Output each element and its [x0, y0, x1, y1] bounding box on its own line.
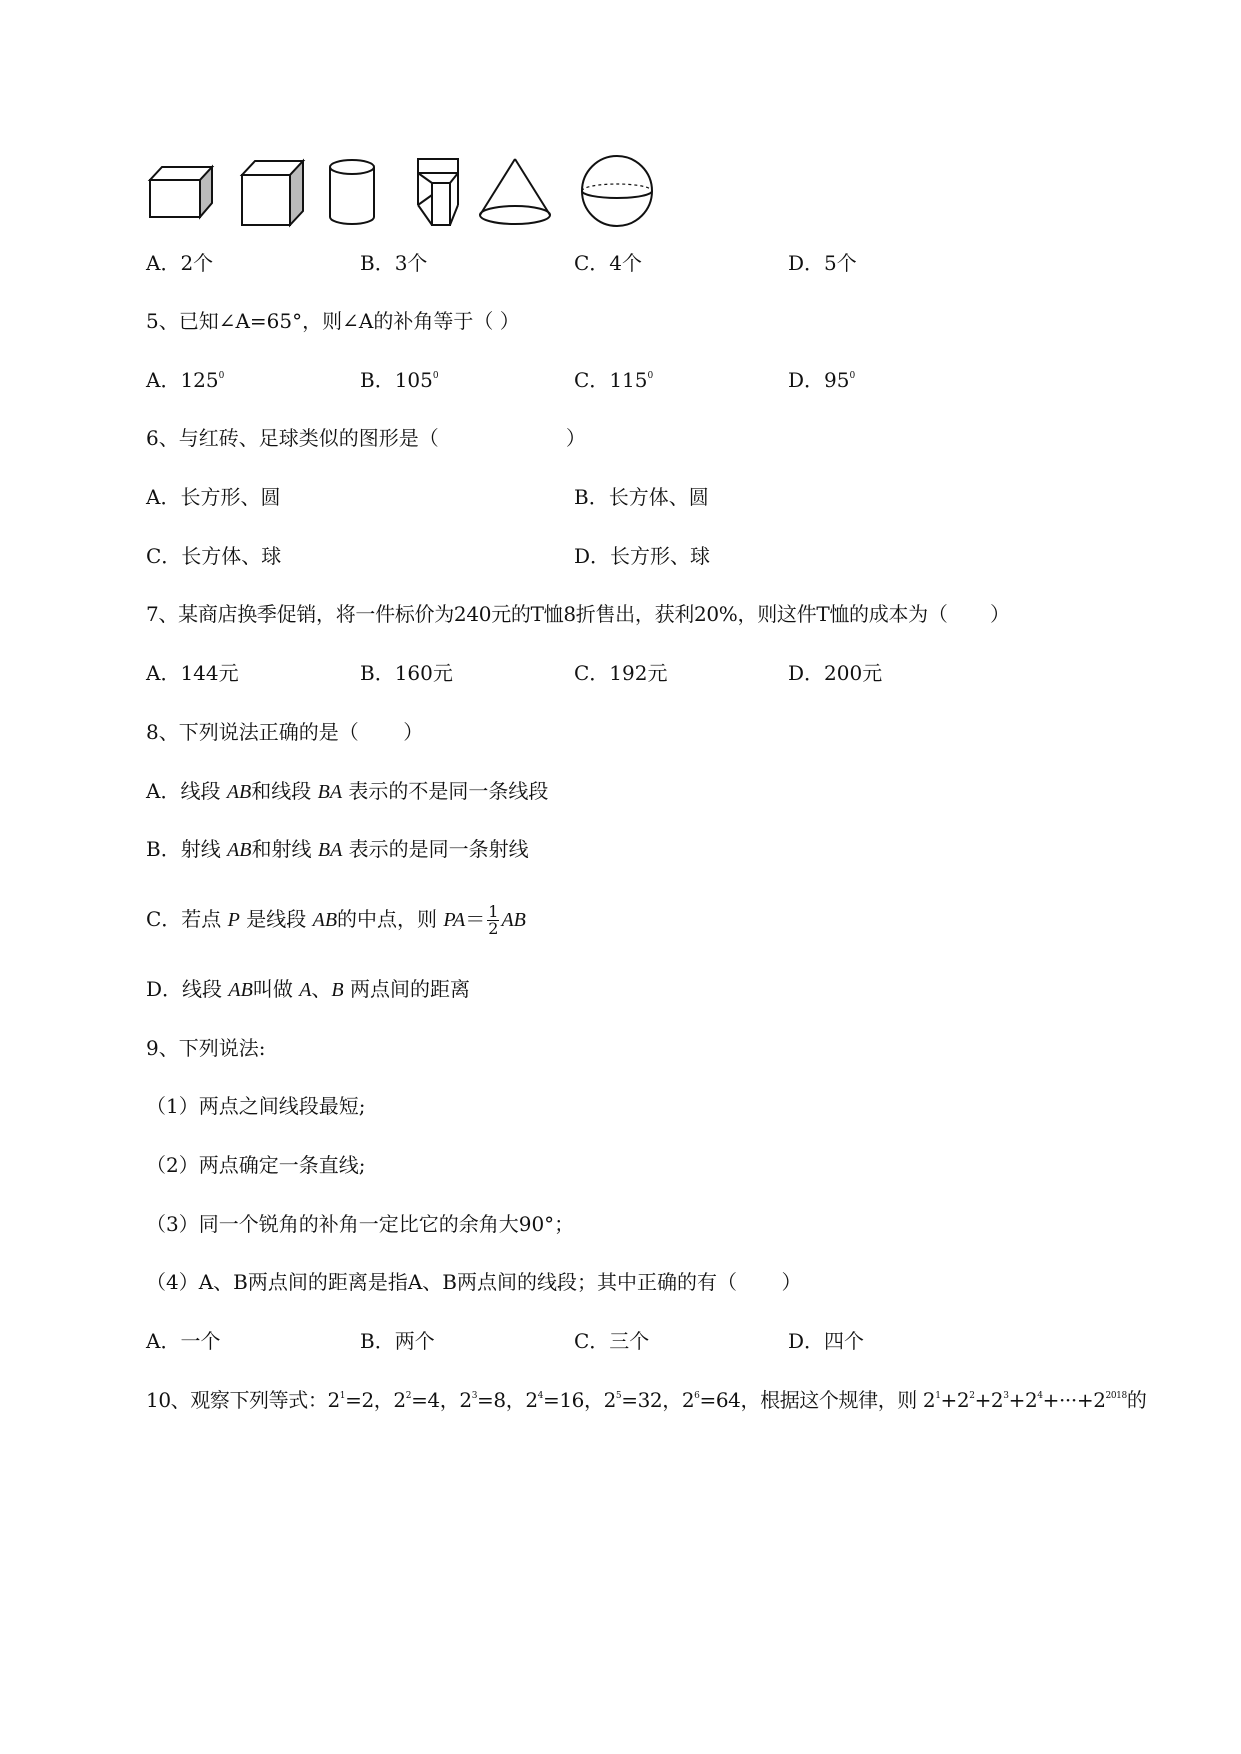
q9-option-a: A．一个 [146, 1329, 221, 1353]
q6-option-d: D．长方形、球 [574, 544, 711, 568]
q6-stem: 6、与红砖、足球类似的图形是（ ） [146, 426, 586, 450]
sphere-icon [582, 156, 652, 226]
q4-option-d: D．5个 [788, 251, 857, 275]
q9-stem: 9、下列说法: [146, 1036, 266, 1060]
q5-stem: 5、已知∠A=65°，则∠A的补角等于（ ） [146, 309, 520, 333]
cuboid-icon [150, 167, 212, 217]
q4-option-a: A．2个 [146, 251, 214, 275]
fraction-one-half: $\frac{1}{2}$ [488, 902, 499, 938]
q6-option-b: B．长方体、圆 [574, 485, 709, 509]
q6-option-a: A．长方形、圆 [146, 485, 281, 509]
q10-stem: 10、观察下列等式：$2^1=2$，$2^2=4$，$2^3=8$，$2^4=16$，$2^5=32$，$2^6=64$，根据这个规律，则 $2^1+2^2+2^3+2^4+\cdot\cdot\cdot+2^{2018}$的 [146, 1388, 1147, 1412]
cube-icon [242, 161, 303, 225]
solid-figures [140, 155, 700, 245]
q8-stem: 8、下列说法正确的是（ ） [146, 720, 424, 744]
q4-option-c: C．4个 [574, 251, 643, 275]
q7-stem: 7、某商店换季促销，将一件标价为240元的T恤8折售出，获利20%，则这件T恤的成本为（ ） [146, 602, 1010, 626]
q7-option-c: C．192元 [574, 661, 668, 685]
q10-eq-3: $2^3=8$， [459, 1388, 526, 1412]
q10-eq-1: $2^1=2$， [327, 1388, 394, 1412]
q8-option-d: D．线段 AB叫做 A、B 两点间的距离 [146, 977, 470, 1001]
q8-option-c: C．若点 P 是线段 AB的中点，则 PA＝ $\frac{1}{2}$ AB [146, 902, 526, 938]
q10-eq-6: $2^6=64$， [681, 1388, 761, 1412]
q10-eq-5: $2^5=32$， [603, 1388, 682, 1412]
q5-option-c: C．$115^0$ [574, 368, 654, 392]
q7-option-d: D．200元 [788, 661, 883, 685]
q8-option-a: A．线段 AB和线段 BA 表示的不是同一条线段 [146, 779, 549, 803]
q6-option-c: C．长方体、球 [146, 544, 282, 568]
q9-option-d: D．四个 [788, 1329, 865, 1353]
q10-eq-2: $2^2=4$， [393, 1388, 460, 1412]
q9-item-3: （3）同一个锐角的补角一定比它的余角大90°； [146, 1212, 575, 1236]
q4-option-b: B．3个 [360, 251, 428, 275]
q9-item-4: （4）A、B两点间的距离是指A、B两点间的线段；其中正确的有（ ） [146, 1270, 802, 1294]
q5-option-d: D．$95^0$ [788, 368, 856, 392]
q9-option-b: B．两个 [360, 1329, 435, 1353]
q7-option-b: B．160元 [360, 661, 453, 685]
q9-item-1: （1）两点之间线段最短; [146, 1094, 366, 1118]
q10-sum: $2^1+2^2+2^3+2^4+\cdot\cdot\cdot+2^{2018}$ [922, 1388, 1127, 1412]
cone-icon [480, 159, 550, 224]
frustum-icon [418, 159, 458, 225]
q5-option-b: B．$105^0$ [360, 368, 439, 392]
q7-option-a: A．144元 [146, 661, 239, 685]
q5-option-a: A．$125^0$ [146, 368, 225, 392]
cylinder-icon [330, 160, 374, 224]
q10-eq-4: $2^4=16$， [525, 1388, 604, 1412]
q9-option-c: C．三个 [574, 1329, 650, 1353]
q9-item-2: （2）两点确定一条直线; [146, 1153, 366, 1177]
q8-option-b: B．射线 AB和射线 BA 表示的是同一条射线 [146, 837, 529, 861]
